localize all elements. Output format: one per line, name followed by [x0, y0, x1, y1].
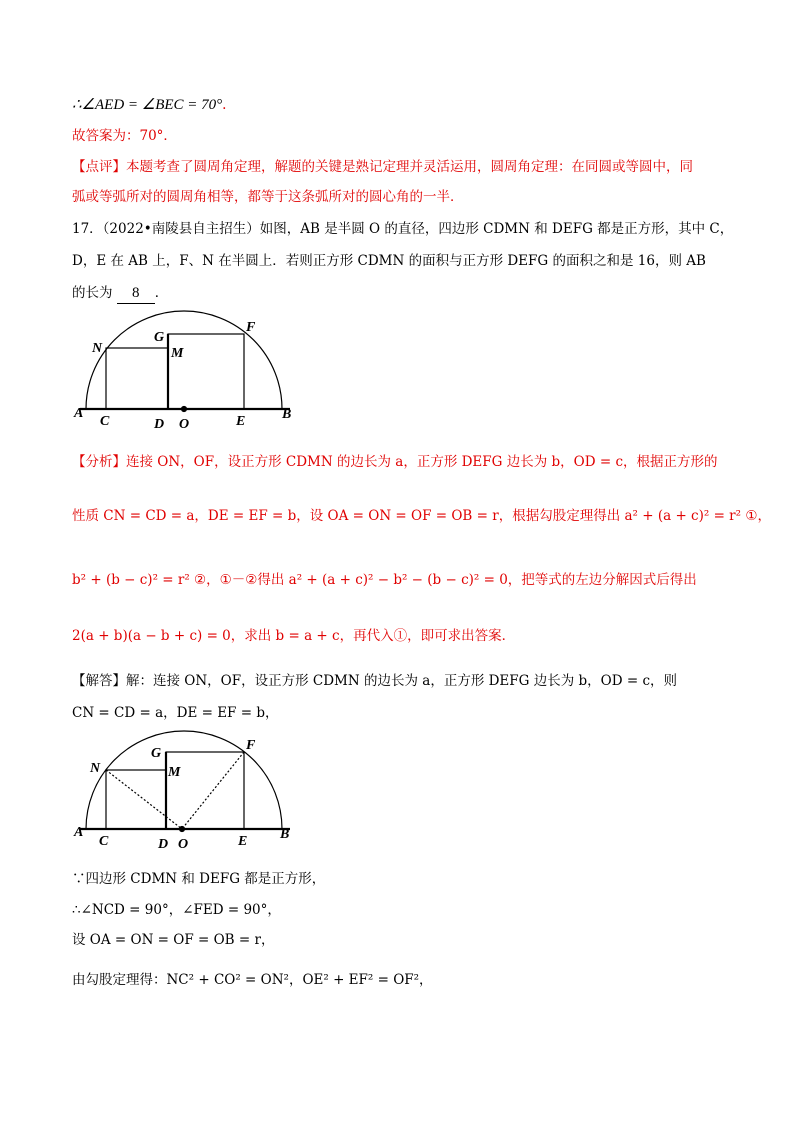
figure-2-labels: [73, 738, 289, 852]
label-m-1: M: [171, 346, 184, 361]
solution-line-1: 【解答】解：连接 ON，OF，设正方形 CDMN 的边长为 a，正方形 DEFG 边长为 b，OD = c，则: [72, 673, 678, 689]
label-d-2: D: [158, 837, 169, 852]
problem-line-3: [72, 283, 168, 304]
square-defg-2: [166, 752, 244, 829]
label-m-2: M: [168, 765, 181, 780]
label-e-1: E: [236, 414, 246, 429]
label-b-2: B: [280, 827, 290, 842]
figure-2: [80, 731, 290, 832]
solution-line-4: ∴∠NCD = 90°，∠FED = 90°，: [72, 902, 281, 918]
problem-line-2: D，E 在 AB 上，F、N 在半圆上．若则正方形 CDMN 的面积与正方形 DEFG 的面积之和是 16，则 AB: [72, 253, 706, 269]
figure-1-labels: [73, 320, 291, 432]
label-f-1: F: [246, 320, 256, 335]
label-a-1: A: [74, 406, 84, 421]
solution-line-6: 由勾股定理得：NC² + CO² = ON²，OE² + EF² = OF²，: [72, 972, 433, 988]
label-f-2: F: [246, 738, 256, 753]
conclusion-dot: .: [222, 97, 227, 113]
label-g-1: G: [154, 330, 165, 345]
label-c-2: C: [99, 834, 109, 849]
label-o-1: O: [179, 417, 190, 432]
analysis-line-4: 2(a + b)(a − b + c) = 0，求出 b = a + c，再代入①，即可求出答案．: [72, 628, 516, 644]
label-b-1: B: [282, 407, 292, 422]
segment-of: [182, 752, 244, 829]
square-defg-1: [168, 334, 244, 409]
semicircle-1: [86, 311, 282, 409]
label-n-1: N: [92, 341, 103, 356]
solution-line-3: ∵四边形 CDMN 和 DEFG 都是正方形，: [72, 871, 326, 887]
square-cdmn-2: [106, 770, 166, 829]
center-o-dot-1: [182, 407, 187, 412]
problem-line-1: 17．（2022•南陵县自主招生）如图，AB 是半圆 O 的直径，四边形 CDMN 和 DEFG 都是正方形，其中 C，: [72, 221, 734, 237]
problem-line-3-prefix: 的长为: [72, 285, 113, 301]
label-e-2: E: [238, 834, 248, 849]
analysis-line-3: b² + (b − c)² = r² ②，①－②得出 a² + (a + c)² − b² − (b − c)² = 0，把等式的左边分解因式后得出: [72, 572, 697, 588]
label-a-2: A: [74, 825, 84, 840]
problem-line-3-suffix: ．: [154, 285, 169, 301]
label-n-2: N: [90, 761, 101, 776]
semicircle-2: [86, 731, 282, 829]
square-cdmn-1: [106, 348, 168, 409]
solution-line-5: 设 OA = ON = OF = OB = r，: [72, 932, 275, 948]
conclusion-math: ∴∠AED = ∠BEC = 70°: [72, 97, 223, 113]
answer-line: 故答案为：70°．: [72, 128, 177, 144]
figure-1: [80, 311, 290, 412]
analysis-line-2: 性质 CN = CD = a，DE = EF = b，设 OA = ON = OF = OB = r，根据勾股定理得出 a² + (a + c)² = r² ①，: [72, 508, 771, 524]
comment-line-1: 【点评】本题考查了圆周角定理，解题的关键是熟记定理并灵活运用，圆周角定理：在同圆或等圆中，同: [72, 159, 693, 175]
label-d-1: D: [154, 417, 165, 432]
label-g-2: G: [151, 746, 162, 761]
comment-line-2: 弧或等弧所对的圆周角相等，都等于这条弧所对的圆心角的一半．: [72, 189, 464, 205]
problem-answer: 8: [117, 283, 155, 304]
center-o-dot-2: [180, 827, 185, 832]
label-o-2: O: [178, 837, 189, 852]
label-c-1: C: [100, 414, 110, 429]
segment-on: [106, 770, 182, 829]
solution-line-2: CN = CD = a，DE = EF = b，: [72, 705, 279, 721]
conclusion-line: [72, 95, 226, 115]
analysis-line-1: 【分析】连接 ON，OF，设正方形 CDMN 的边长为 a，正方形 DEFG 边长为 b，OD = c，根据正方形的: [72, 454, 718, 470]
